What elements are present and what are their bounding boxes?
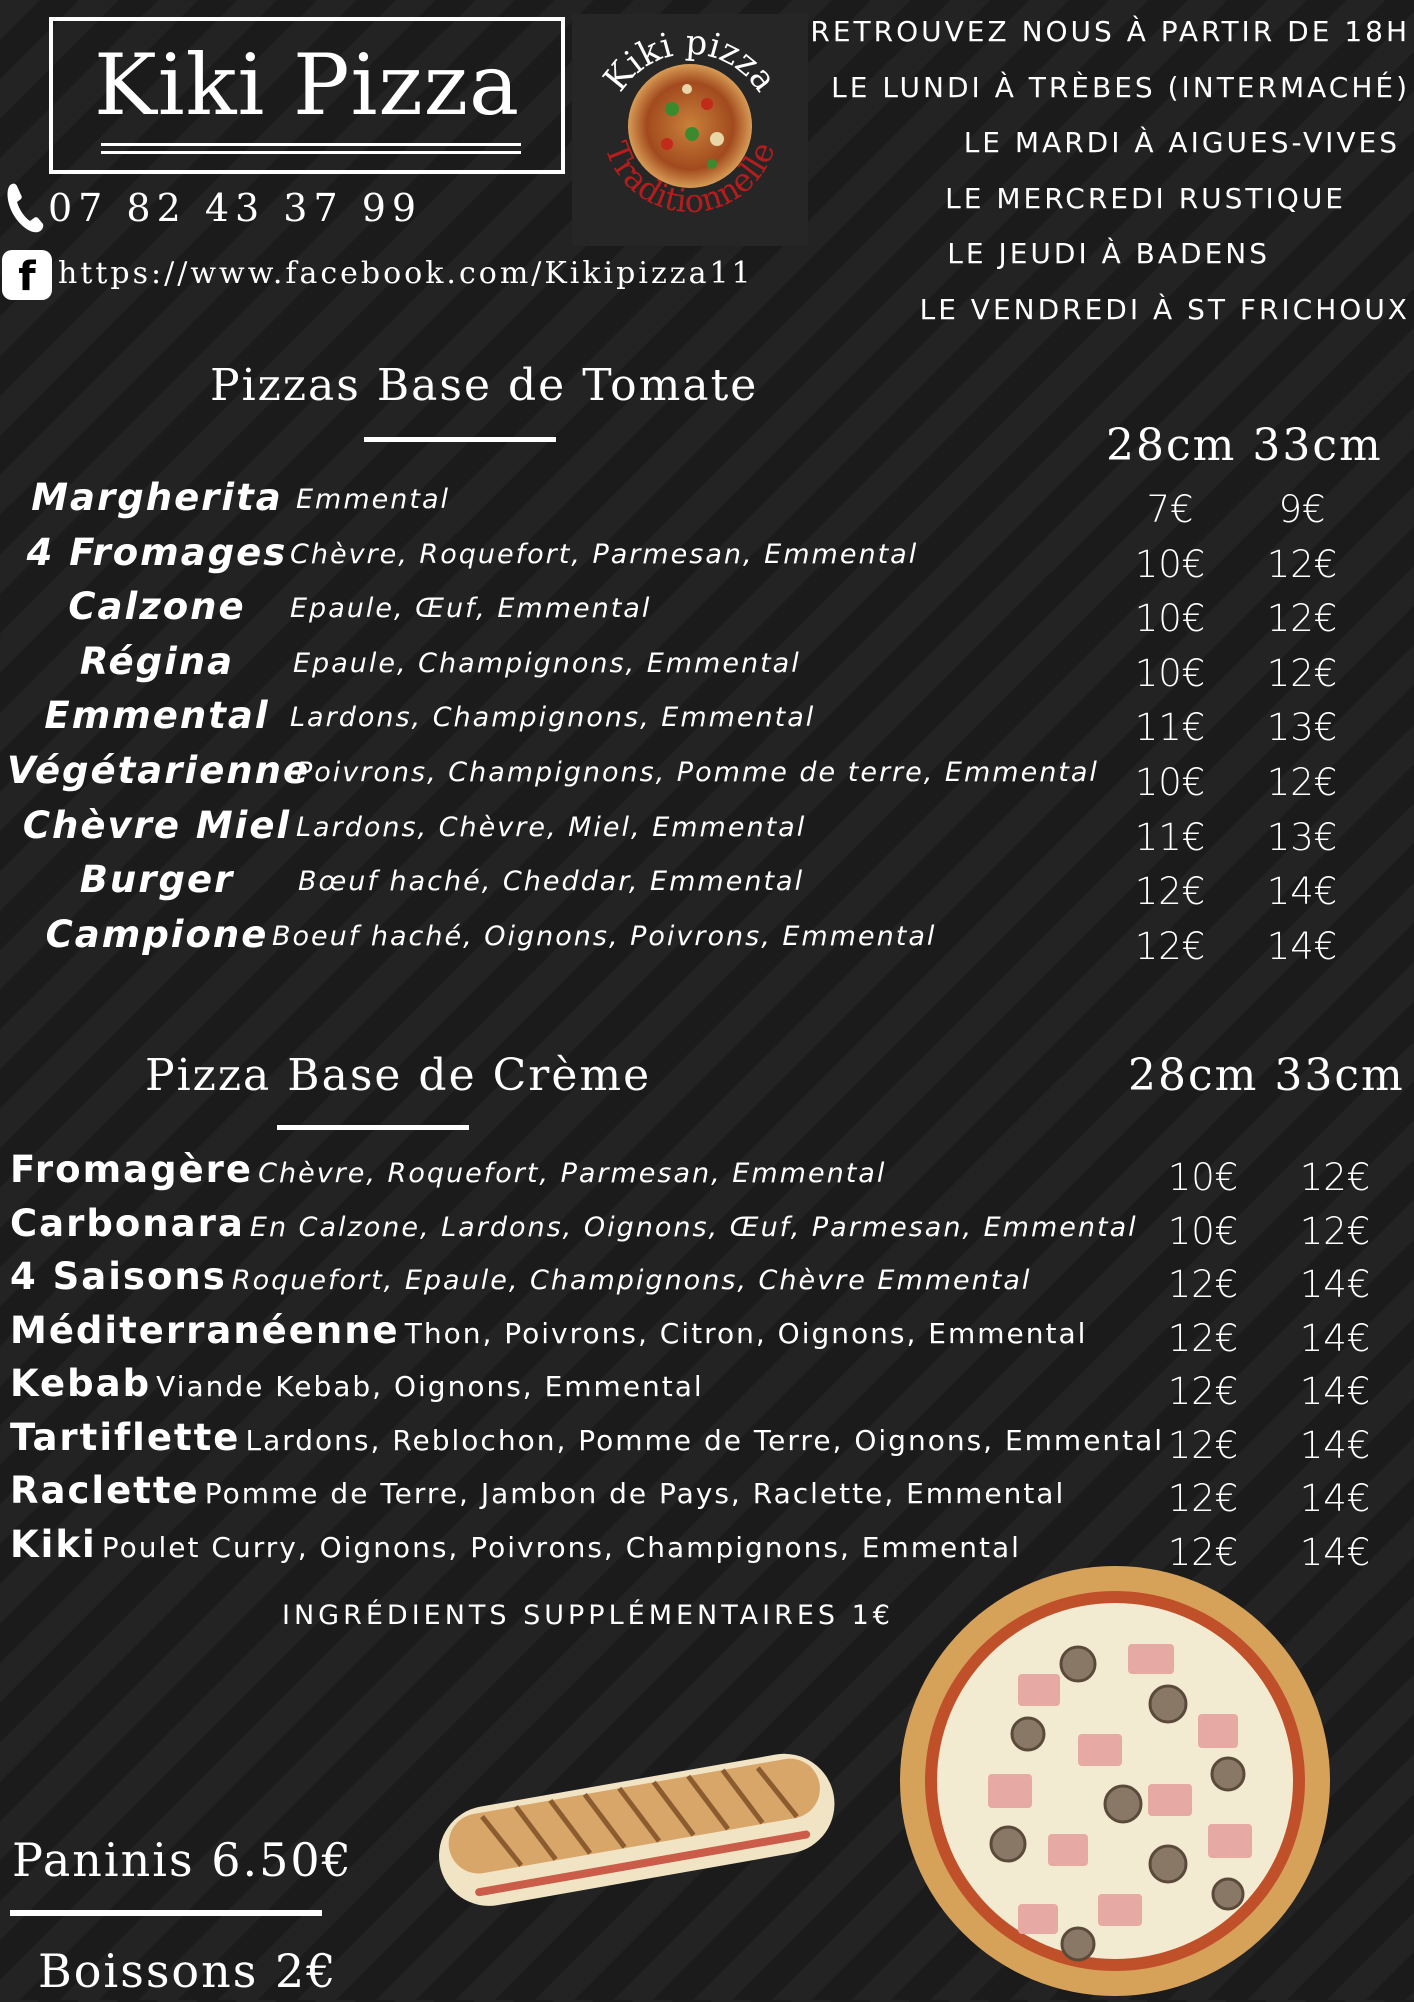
- logo-text-bottom: Traditionnelle: [597, 136, 783, 221]
- cream-row-text: [10, 1362, 704, 1405]
- pizza-ingredients: Bœuf haché, Cheddar, Emmental: [298, 866, 805, 898]
- cream-row-text: [10, 1416, 1164, 1459]
- pizza-ingredients: Boeuf haché, Oignons, Poivrons, Emmental: [272, 920, 937, 952]
- pizza-name: Carbonara: [10, 1201, 245, 1245]
- price-small: 12€: [1167, 1530, 1239, 1574]
- schedule-line: LE MERCREDI RUSTIQUE: [945, 181, 1346, 215]
- pizza-name: Tartiflette: [10, 1415, 241, 1459]
- price-large: 14€: [1299, 1423, 1371, 1467]
- pizza-name: Burger: [79, 858, 235, 902]
- price-large: 14€: [1299, 1370, 1371, 1413]
- pizza-name: Fromagère: [10, 1148, 254, 1191]
- tomato-title-underline: [364, 437, 556, 442]
- cream-section-title: Pizza Base de Crème: [145, 1050, 652, 1101]
- price-small: 12€: [1134, 924, 1206, 968]
- brand-underline-1: [101, 143, 521, 146]
- cream-menu-row: [0, 1202, 1414, 1254]
- price-large: 14€: [1266, 924, 1338, 968]
- cream-menu-row: [0, 1469, 1414, 1521]
- pizza-ingredients: Chèvre, Roquefort, Parmesan, Emmental: [258, 1158, 887, 1189]
- pizza-ingredients: Epaule, Champignons, Emmental: [293, 647, 801, 679]
- pizza-name: Végétarienne: [7, 749, 311, 792]
- pizza-name: Emmental: [44, 694, 270, 738]
- pizza-ingredients: Lardons, Chèvre, Miel, Emmental: [296, 811, 807, 843]
- pizza-ingredients: Lardons, Reblochon, Pomme de Terre, Oignons, Emmental: [245, 1423, 1165, 1457]
- brand-box: [49, 17, 565, 174]
- paninis-price: Paninis 6.50€: [12, 1833, 353, 1887]
- tomato-menu-row: [0, 585, 1414, 641]
- pizza-name: Campione: [45, 912, 269, 956]
- price-large: 12€: [1266, 651, 1338, 695]
- supplement-note: INGRÉDIENTS SUPPLÉMENTAIRES 1€: [282, 1600, 894, 1631]
- phone-icon: [4, 180, 48, 236]
- price-small: 12€: [1167, 1423, 1239, 1467]
- price-large: 14€: [1299, 1530, 1371, 1574]
- price-large: 14€: [1299, 1477, 1371, 1520]
- tomato-menu-row: [0, 694, 1414, 750]
- price-small: 10€: [1167, 1209, 1239, 1253]
- price-small: 10€: [1167, 1156, 1239, 1199]
- pizza-ingredients: Poivrons, Champignons, Pomme de terre, Emmental: [296, 757, 1099, 788]
- price-small: 7€: [1146, 488, 1194, 531]
- schedule-line: RETROUVEZ NOUS À PARTIR DE 18H: [810, 15, 1410, 48]
- brand-underline-2: [101, 151, 521, 154]
- price-large: 12€: [1266, 542, 1338, 586]
- schedule-line: LE VENDREDI À ST FRICHOUX: [919, 292, 1410, 326]
- cream-menu-row: [0, 1416, 1414, 1468]
- price-large: 14€: [1266, 870, 1338, 914]
- size-small-label: 28cm: [1128, 1050, 1259, 1101]
- tomato-menu-row: [0, 639, 1414, 695]
- price-large: 14€: [1299, 1316, 1371, 1360]
- cream-row-text: [10, 1202, 1138, 1245]
- phone-number[interactable]: 07 82 43 37 99: [48, 186, 423, 230]
- facebook-icon: f: [2, 250, 52, 300]
- pizza-ingredients: Chèvre, Roquefort, Parmesan, Emmental: [290, 538, 919, 570]
- pizza-name: 4 Saisons: [10, 1255, 227, 1298]
- pizza-ingredients: Pomme de Terre, Jambon de Pays, Raclette, Emmental: [204, 1477, 1066, 1510]
- pizza-name: 4 Fromages: [26, 530, 288, 574]
- schedule-line: LE JEUDI À BADENS: [947, 237, 1270, 270]
- size-large-label: 33cm: [1274, 1050, 1405, 1101]
- pizza-name: Margherita: [31, 476, 283, 519]
- pizza-name: Calzone: [68, 585, 246, 629]
- boissons-price: Boissons 2€: [38, 1944, 338, 1998]
- pizza-ingredients: Roquefort, Epaule, Champignons, Chèvre Emmental: [231, 1265, 1032, 1296]
- pizza-name: Raclette: [10, 1469, 200, 1512]
- tomato-menu-row: [0, 530, 1414, 586]
- logo-text-top: Kiki pizza: [595, 22, 785, 100]
- schedule: [690, 4, 1410, 337]
- schedule-line: LE MARDI À AIGUES-VIVES: [963, 126, 1400, 159]
- cream-title-underline: [277, 1125, 469, 1130]
- price-small: 11€: [1134, 706, 1206, 750]
- price-large: 9€: [1278, 488, 1326, 531]
- cream-menu-row: [0, 1255, 1414, 1307]
- pizza-ingredients: Poulet Curry, Oignons, Poivrons, Champignons, Emmental: [101, 1530, 1021, 1564]
- price-small: 10€: [1134, 651, 1206, 695]
- price-large: 12€: [1266, 761, 1338, 804]
- price-small: 12€: [1167, 1316, 1239, 1360]
- pizza-ingredients: Viande Kebab, Oignons, Emmental: [156, 1370, 704, 1403]
- price-large: 12€: [1266, 597, 1338, 641]
- pizza-ingredients: Epaule, Œuf, Emmental: [290, 593, 652, 625]
- paninis-underline: [10, 1910, 322, 1916]
- cream-row-text: [10, 1255, 1031, 1298]
- schedule-line: LE LUNDI À TRÈBES (INTERMACHÉ): [831, 70, 1410, 104]
- pizza-name: Régina: [79, 639, 235, 683]
- pizza-name: Chèvre Miel: [22, 803, 292, 847]
- pizza-ingredients: Emmental: [296, 484, 451, 515]
- pizza-ingredients: En Calzone, Lardons, Oignons, Œuf, Parmesan, Emmental: [249, 1211, 1138, 1243]
- tomato-section-title: Pizzas Base de Tomate: [210, 360, 759, 411]
- cream-menu-row: [0, 1309, 1414, 1361]
- cream-row-text: [10, 1148, 886, 1191]
- tomato-size-header: [1106, 420, 1383, 471]
- price-large: 13€: [1266, 815, 1338, 859]
- price-small: 10€: [1134, 761, 1206, 804]
- price-large: 13€: [1266, 706, 1338, 750]
- facebook-link[interactable]: https://www.facebook.com/Kikipizza11: [58, 256, 754, 291]
- size-small-label: 28cm: [1106, 420, 1237, 471]
- cream-menu-row: [0, 1148, 1414, 1200]
- tomato-menu-row: [0, 912, 1414, 968]
- pizza-image: [898, 1564, 1332, 1998]
- tomato-menu-row: [0, 858, 1414, 914]
- price-small: 12€: [1167, 1477, 1239, 1520]
- price-small: 12€: [1167, 1370, 1239, 1413]
- cream-size-header: [1128, 1050, 1405, 1101]
- price-large: 14€: [1299, 1263, 1371, 1306]
- price-small: 11€: [1134, 815, 1206, 859]
- tomato-menu-row: [0, 476, 1414, 531]
- pizza-ingredients: Thon, Poivrons, Citron, Oignons, Emmental: [404, 1316, 1088, 1350]
- cream-row-text: [10, 1309, 1087, 1352]
- pizza-name: Kiki: [10, 1522, 97, 1566]
- size-large-label: 33cm: [1252, 420, 1383, 471]
- price-small: 12€: [1134, 870, 1206, 914]
- cream-row-text: [10, 1469, 1065, 1512]
- price-small: 12€: [1167, 1263, 1239, 1306]
- pizza-name: Kebab: [10, 1362, 152, 1405]
- price-large: 12€: [1299, 1209, 1371, 1253]
- pizza-name: Méditerranéenne: [10, 1308, 400, 1352]
- price-large: 12€: [1299, 1156, 1371, 1199]
- pizza-ingredients: Lardons, Champignons, Emmental: [290, 702, 816, 734]
- cream-row-text: [10, 1523, 1021, 1566]
- tomato-menu-row: [0, 803, 1414, 859]
- tomato-menu-row: [0, 749, 1414, 804]
- brand-title: Kiki Pizza: [93, 36, 521, 134]
- price-small: 10€: [1134, 597, 1206, 641]
- panini-image: [425, 1720, 845, 1920]
- price-small: 10€: [1134, 542, 1206, 586]
- cream-menu-row: [0, 1362, 1414, 1414]
